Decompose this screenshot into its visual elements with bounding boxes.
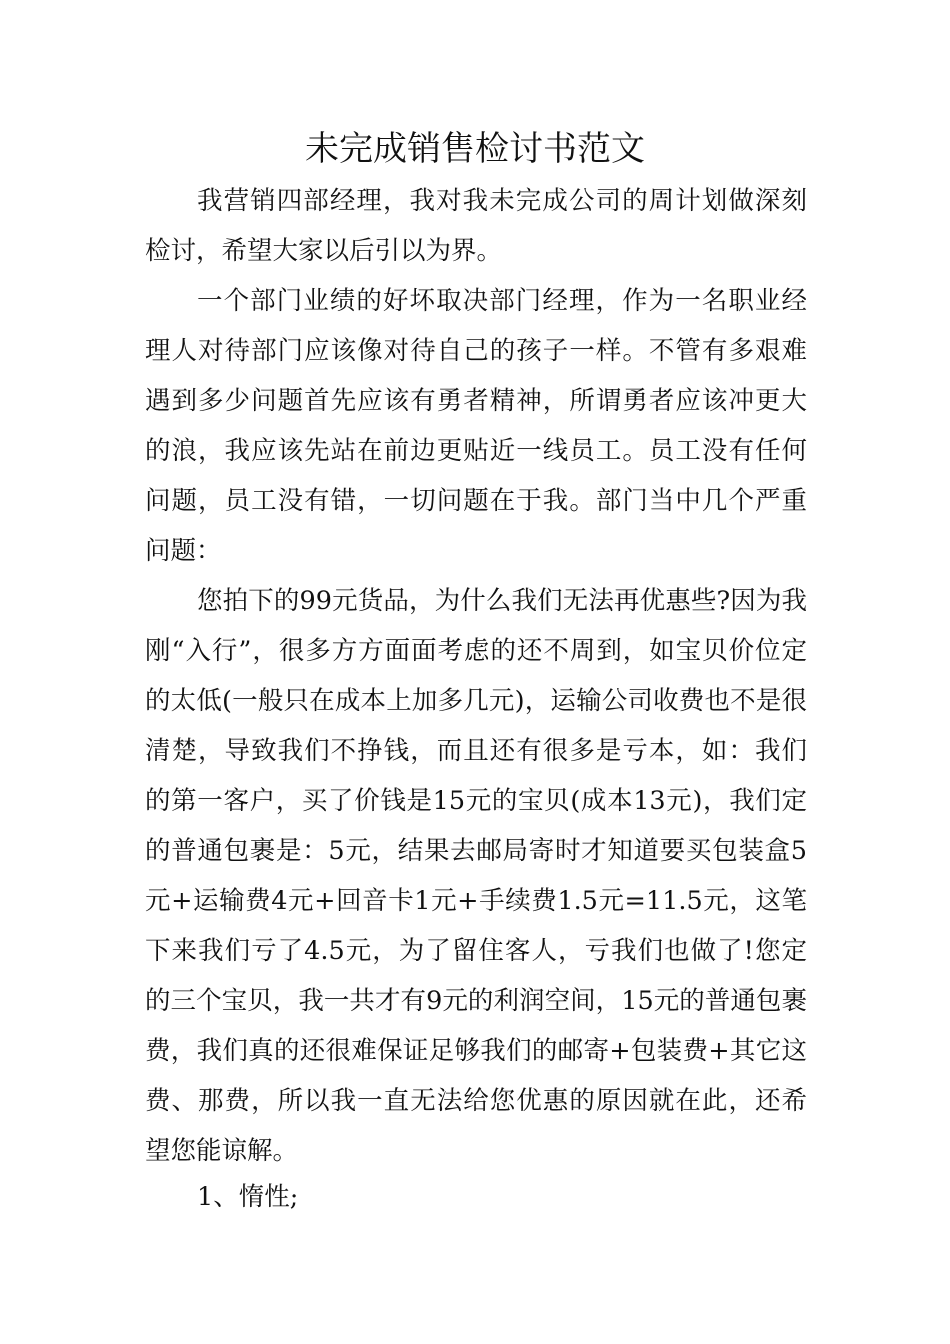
paragraph-intro: 我营销四部经理，我对我未完成公司的周计划做深刻检讨，希望大家以后引以为界。 [145, 186, 807, 266]
paragraph-responsibility: 一个部门业绩的好坏取决部门经理，作为一名职业经理人对待部门应该像对待自己的孩子一样。不管有多艰难遇到多少问题首先应该有勇者精神，所谓勇者应该冲更大的浪，我应该先站在前边更贴近一线员工。员工没有任何问题，员工没有错，一切问题在于我。部门当中几个严重问题： [145, 286, 807, 566]
paragraph-pricing-issue: 您拍下的99元货品，为什么我们无法再优惠些?因为我刚“入行”，很多方方面面考虑的还不周到，如宝贝价位定的太低(一般只在成本上加多几元)，运输公司收费也不是很清楚，导致我们不挣钱，而且还有很多是亏本，如：我们的第一客户，买了价钱是15元的宝贝(成本13元)，我们定的普通包裹是：5元，结果去邮局寄时才知道要买包装盒5元+运输费4元+回音卡1元+手续费1.5元=11.5元，这笔下来我们亏了4.5元，为了留住客人，亏我们也做了!您定的三个宝贝，我一共才有9元的利润空间，15元的普通包裹费，我们真的还很难保证足够我们的邮寄+包装费+其它这费、那费，所以我一直无法给您优惠的原因就在此，还希望您能谅解。 [145, 586, 807, 1166]
paragraph-list-item-laziness: 1、惰性; [197, 1182, 299, 1212]
document-title: 未完成销售检讨书范文 [305, 129, 645, 169]
